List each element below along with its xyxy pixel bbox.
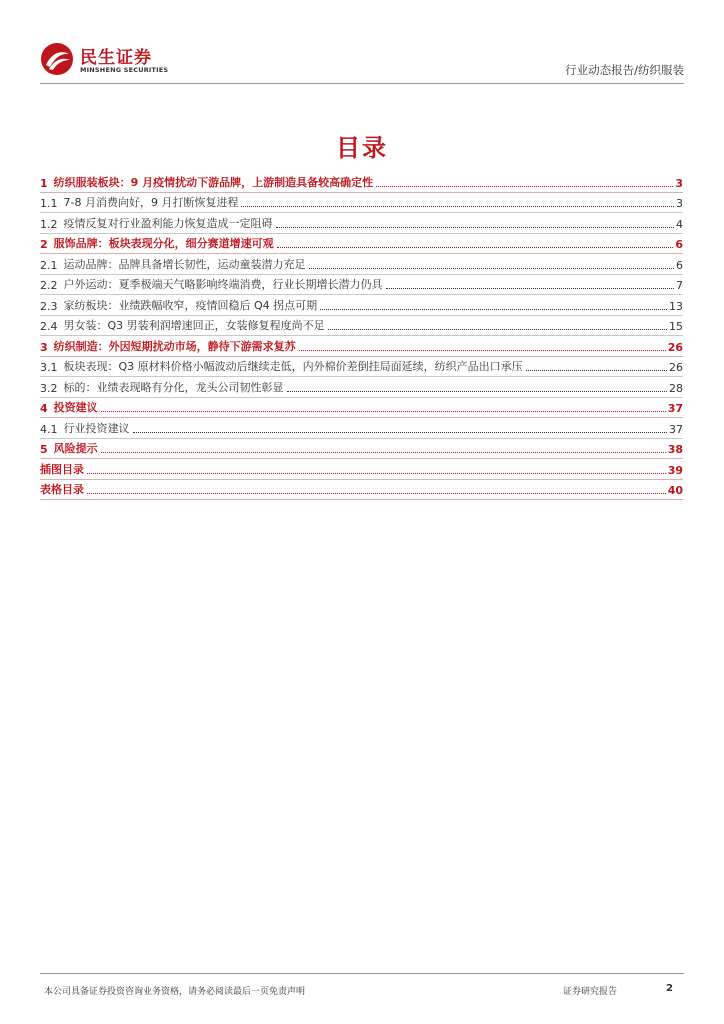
toc-leader-dots [328,329,667,330]
toc-leader-dots [87,473,666,474]
footer-disclaimer: 本公司具备证券投资咨询业务资格，请务必阅读最后一页免责声明 [44,987,306,997]
toc-leader-dots [287,391,668,392]
toc-leader-dots [320,309,667,310]
toc-leader-dots [299,350,666,351]
toc-entry-page: 4 [676,217,683,231]
toc-entry-number: 2.4 [40,320,58,333]
toc-entry-title: 投资建议 [53,401,98,414]
toc-entry-title: 行业投资建议 [63,421,130,435]
toc-entry-page: 3 [675,176,683,190]
toc-entry-page: 15 [669,320,683,333]
toc-entry-page: 3 [676,197,683,210]
toc-entry-page: 26 [667,340,683,354]
toc-leader-dots [241,206,674,207]
toc-entry-number: 4.1 [40,422,58,436]
toc-entry[interactable] [40,234,683,255]
toc-entry[interactable] [40,193,683,214]
table-of-contents [40,172,683,500]
toc-entry[interactable] [40,316,683,337]
toc-entry[interactable] [40,357,683,378]
toc-leader-dots [376,186,673,187]
toc-leader-dots [309,268,675,269]
toc-entry[interactable] [40,172,683,193]
toc-entry-title: 风险提示 [53,442,98,455]
toc-entry-title: 纺织制造：外因短期扰动市场，静待下游需求复苏 [53,339,296,353]
toc-leader-dots [87,493,666,494]
toc-entry[interactable] [40,336,683,357]
toc-entry-title: 疫情反复对行业盈利能力恢复造成一定阻碍 [63,216,273,230]
toc-entry-title: 纺织服装板块：9 月疫情扰动下游品牌，上游制造具备较高确定性 [53,175,374,189]
toc-leader-dots [101,452,666,453]
toc-entry-page: 13 [669,299,683,313]
toc-entry[interactable] [40,439,683,460]
toc-entry[interactable] [40,254,683,275]
toc-entry-number: 1.1 [40,197,58,210]
toc-entry-number: 2.3 [40,299,58,313]
toc-entry-title: 家纺板块：业绩跌幅收窄，疫情回稳后 Q4 拐点可期 [63,298,318,312]
toc-entry-title: 7-8 月消费向好，9 月打断恢复进程 [63,196,239,209]
minsheng-logo-icon [40,42,74,76]
toc-entry-number: 1 [40,176,48,190]
toc-entry-title: 标的：业绩表现略有分化，龙头公司韧性彰显 [63,380,284,394]
toc-entry[interactable] [40,480,683,501]
toc-entry[interactable] [40,459,683,480]
toc-leader-dots [276,227,675,228]
toc-entry[interactable] [40,295,683,316]
toc-entry[interactable] [40,418,683,439]
toc-entry-title: 男女装：Q3 男装利润增速回正，女装修复程度尚不足 [63,319,325,332]
toc-leader-dots [526,370,667,371]
toc-entry-page: 6 [675,238,683,251]
toc-entry-number: 3.2 [40,381,58,395]
toc-entry-page: 39 [667,463,683,477]
toc-entry[interactable] [40,377,683,398]
toc-entry-page: 38 [667,443,683,456]
toc-entry[interactable] [40,398,683,419]
toc-entry-page: 6 [676,258,683,272]
logo-chinese-name: 民生证券 [80,48,152,68]
toc-entry-title: 运动品牌：品牌具备增长韧性，运动童装潜力充足 [63,257,306,271]
toc-entry-number: 5 [40,443,48,456]
toc-entry-number: 4 [40,402,48,415]
toc-entry-number: 3.1 [40,361,58,374]
toc-entry-title: 表格目录 [40,483,84,496]
toc-leader-dots [277,247,674,248]
toc-entry-number: 2.2 [40,279,58,292]
toc-leader-dots [386,288,675,289]
toc-entry-title: 板块表现：Q3 原材料价格小幅波动后继续走低，内外棉价差倒挂局面延续，纺织产品出口承压 [63,360,523,373]
toc-entry-page: 37 [669,422,683,436]
toc-entry-number: 3 [40,340,48,354]
toc-entry-page: 37 [667,402,683,415]
toc-entry-number: 2.1 [40,258,58,272]
toc-leader-dots [133,432,668,433]
logo-english-name: MINSHENG SECURITIES [80,66,169,74]
toc-entry-title: 服饰品牌：板块表现分化，细分赛道增速可观 [53,237,274,250]
toc-entry[interactable] [40,275,683,296]
page-number: 2 [666,983,673,994]
toc-title: 目录 [336,134,388,162]
footer-report-type: 证券研究报告 [563,987,618,997]
toc-entry-number: 2 [40,238,48,251]
page-header [40,40,684,84]
toc-entry-number: 1.2 [40,217,58,231]
toc-entry-page: 7 [676,279,683,292]
toc-entry-title: 插图目录 [40,462,84,476]
toc-leader-dots [101,411,666,412]
toc-entry-page: 26 [669,361,683,374]
company-logo [40,42,180,78]
toc-entry-page: 28 [669,381,683,395]
toc-entry-title: 户外运动：夏季极端天气略影响终端消费，行业长期增长潜力仍具 [63,278,383,291]
report-category: 行业动态报告/纺织服装 [565,63,684,77]
toc-entry[interactable] [40,213,683,234]
toc-entry-page: 40 [667,484,683,497]
header-divider [40,83,684,84]
footer-divider [40,973,684,974]
